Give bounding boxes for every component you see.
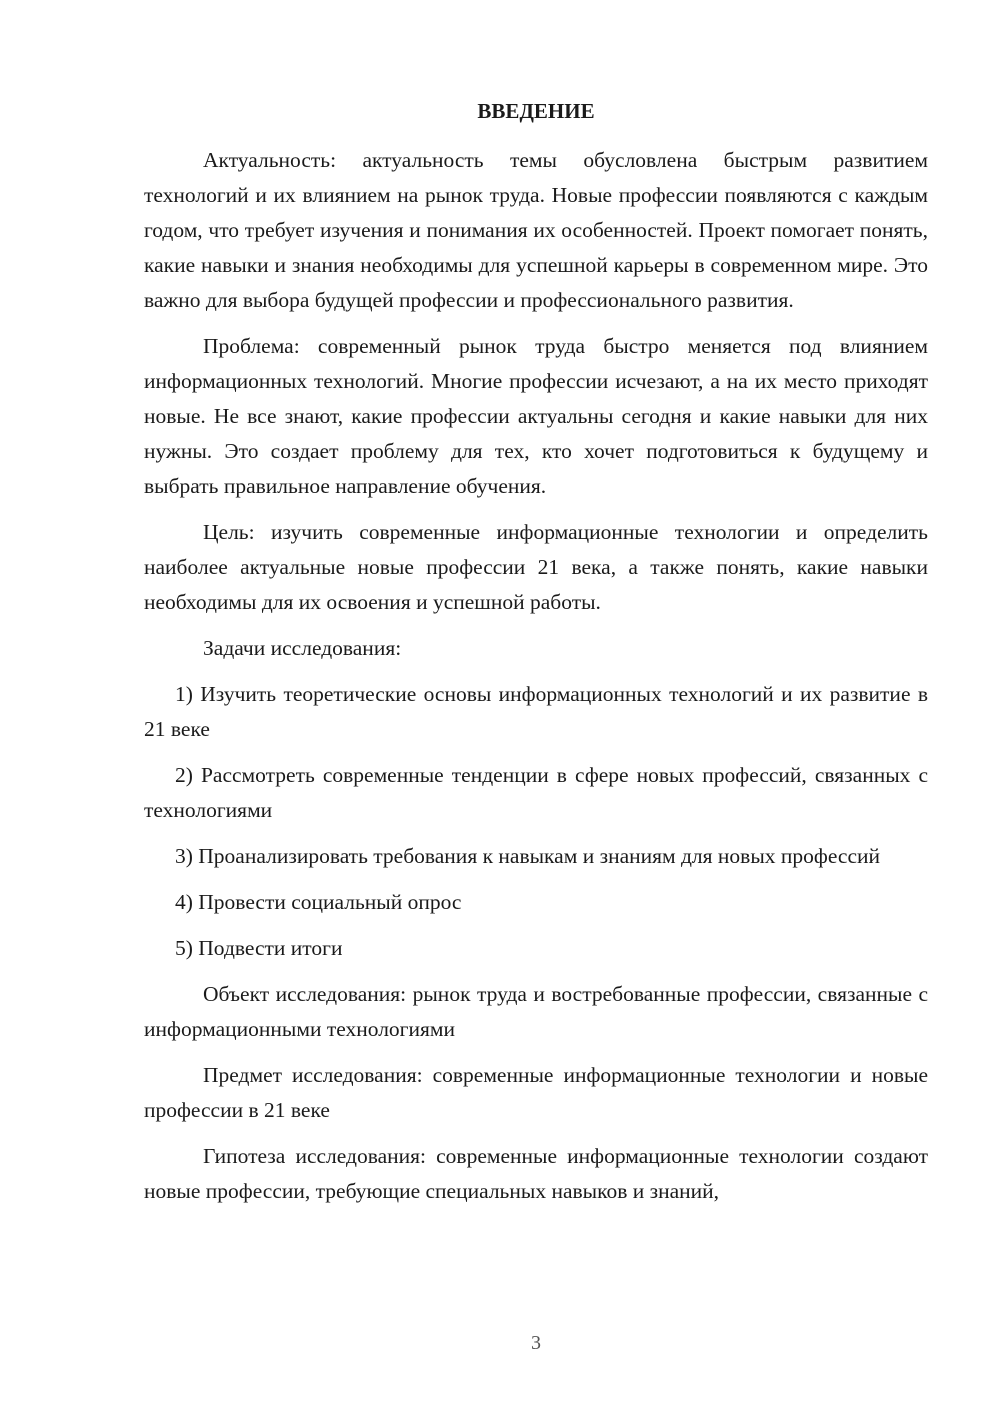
paragraph-tasks-title: Задачи исследования: xyxy=(203,636,402,660)
task-item-2: 2) Рассмотреть современные тенденции в сфере новых профессий, связанных с технологиями xyxy=(144,763,928,822)
paragraph-goal: Цель: изучить современные информационные технологии и определить наиболее актуальные новые профессии 21 века, а также понять, какие навыки необходимы для их освоения и успешной работы. xyxy=(144,520,928,614)
paragraph-subject: Предмет исследования: современные информационные технологии и новые профессии в 21 веке xyxy=(144,1063,928,1122)
task-item-3: 3) Проанализировать требования к навыкам и знаниям для новых профессий xyxy=(175,844,881,868)
page-content xyxy=(144,94,928,1220)
paragraph-problem: Проблема: современный рынок труда быстро меняется под влиянием информационных технологий. Многие профессии исчезают, а на их место приходят новые. Не все знают, какие профессии актуальны сегодня и какие навыки для них нужны. Это создает проблему для тех, кто хочет подготовиться к будущему и выбрать правильное направление обучения. xyxy=(144,334,928,498)
task-item-5: 5) Подвести итоги xyxy=(175,936,343,960)
task-item-4: 4) Провести социальный опрос xyxy=(175,890,462,914)
paragraph-relevance: Актуальность: актуальность темы обусловлена быстрым развитием технологий и их влиянием на рынок труда. Новые профессии появляются с каждым годом, что требует изучения и понимания их особенностей. Проект помогает понять, какие навыки и знания необходимы для успешной карьеры в современном мире. Это важно для выбора будущей профессии и профессионального развития. xyxy=(144,148,928,312)
section-heading: ВВЕДЕНИЕ xyxy=(477,99,595,123)
page-number: 3 xyxy=(531,1332,541,1354)
task-item-1: 1) Изучить теоретические основы информационных технологий и их развитие в 21 веке xyxy=(144,682,928,741)
paragraph-hypothesis: Гипотеза исследования: современные информационные технологии создают новые профессии, требующие специальных навыков и знаний, xyxy=(144,1144,928,1203)
paragraph-object: Объект исследования: рынок труда и востребованные профессии, связанные с информационными технологиями xyxy=(144,982,928,1041)
